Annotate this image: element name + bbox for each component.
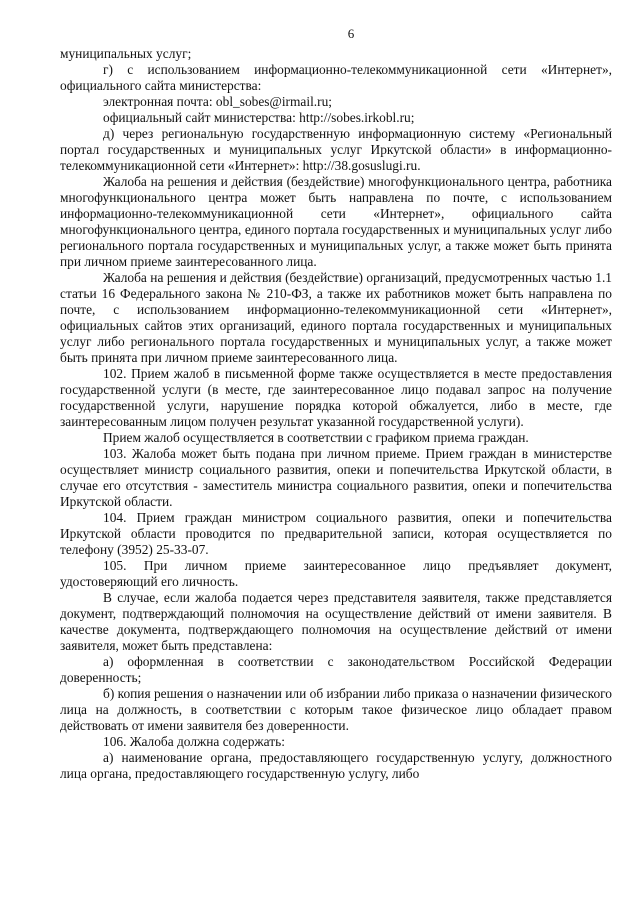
paragraph: а) оформленная в соответствии с законодательством Российской Федерации доверенность; <box>60 654 612 685</box>
paragraph: д) через региональную государственную информационную систему «Региональный портал государственных и муниципальных услуг Иркутской области» в информационно-телекоммуникационной сети «Интернет»: http://38.gosuslugi.ru. <box>60 126 612 173</box>
paragraph: б) копия решения о назначении или об избрании либо приказа о назначении физического лица на должность, в соответствии с которым такое физическое лицо обладает правом действовать от имени заявителя без доверенности. <box>60 686 612 733</box>
paragraph: 106. Жалоба должна содержать: <box>103 734 285 749</box>
paragraph: Прием жалоб осуществляется в соответствии с графиком приема граждан. <box>103 430 529 445</box>
paragraph: В случае, если жалоба подается через представителя заявителя, также представляется документ, подтверждающий полномочия на осуществление действий от имени заявителя. В качестве документа, подтверждающего полномочия на осуществление действий от имени заявителя, может быть представлена: <box>60 590 612 653</box>
paragraph: 104. Прием граждан министром социального развития, опеки и попечительства Иркутской области проводится по предварительной записи, которая осуществляется по телефону (3952) 25-33-07. <box>60 510 612 557</box>
paragraph: а) наименование органа, предоставляющего государственную услугу, должностного лица органа, предоставляющего государственную услугу, либо <box>60 750 612 781</box>
paragraph: 105. При личном приеме заинтересованное лицо предъявляет документ, удостоверяющий его личность. <box>60 558 612 589</box>
paragraph: г) с использованием информационно-телекоммуникационной сети «Интернет», официального сайта министерства: <box>60 62 612 93</box>
paragraph: Жалоба на решения и действия (бездействие) организаций, предусмотренных частью 1.1 статьи 16 Федерального закона № 210-ФЗ, а также их работников может быть направлена по почте, с использованием информационно-телекоммуникационной сети «Интернет», официальных сайтов этих организаций, единого портала государственных и муниципальных услуг либо регионального портала государственных и муниципальных услуг, а также может быть принята при личном приеме заинтересованного лица. <box>60 270 612 365</box>
document-body <box>60 46 612 782</box>
paragraph: электронная почта: obl_sobes@irmail.ru; <box>103 94 333 109</box>
paragraph: 102. Прием жалоб в письменной форме также осуществляется в месте предоставления государственной услуги (в месте, где заинтересованное лицо подавал запрос на получение государственной услуги, нарушение порядка которой обжалуется, либо в месте, где заинтересованным лицом получен результат указанной государственной услуги). <box>60 366 612 429</box>
paragraph: 103. Жалоба может быть подана при личном приеме. Прием граждан в министерстве осуществляет министр социального развития, опеки и попечительства Иркутской области, в случае его отсутствия - заместитель министра социального развития, опеки и попечительства Иркутской области. <box>60 446 612 509</box>
paragraph: Жалоба на решения и действия (бездействие) многофункционального центра, работника многофункционального центра может быть направлена по почте, с использованием информационно-телекоммуникационной сети «Интернет», официального сайта многофункционального центра, единого портала государственных и муниципальных услуг либо регионального портала государственных и муниципальных услуг, а также может быть принята при личном приеме заинтересованного лица. <box>60 174 612 269</box>
paragraph: официальный сайт министерства: http://sobes.irkobl.ru; <box>103 110 415 125</box>
page-number: 6 <box>347 26 355 41</box>
paragraph: муниципальных услуг; <box>60 46 192 61</box>
